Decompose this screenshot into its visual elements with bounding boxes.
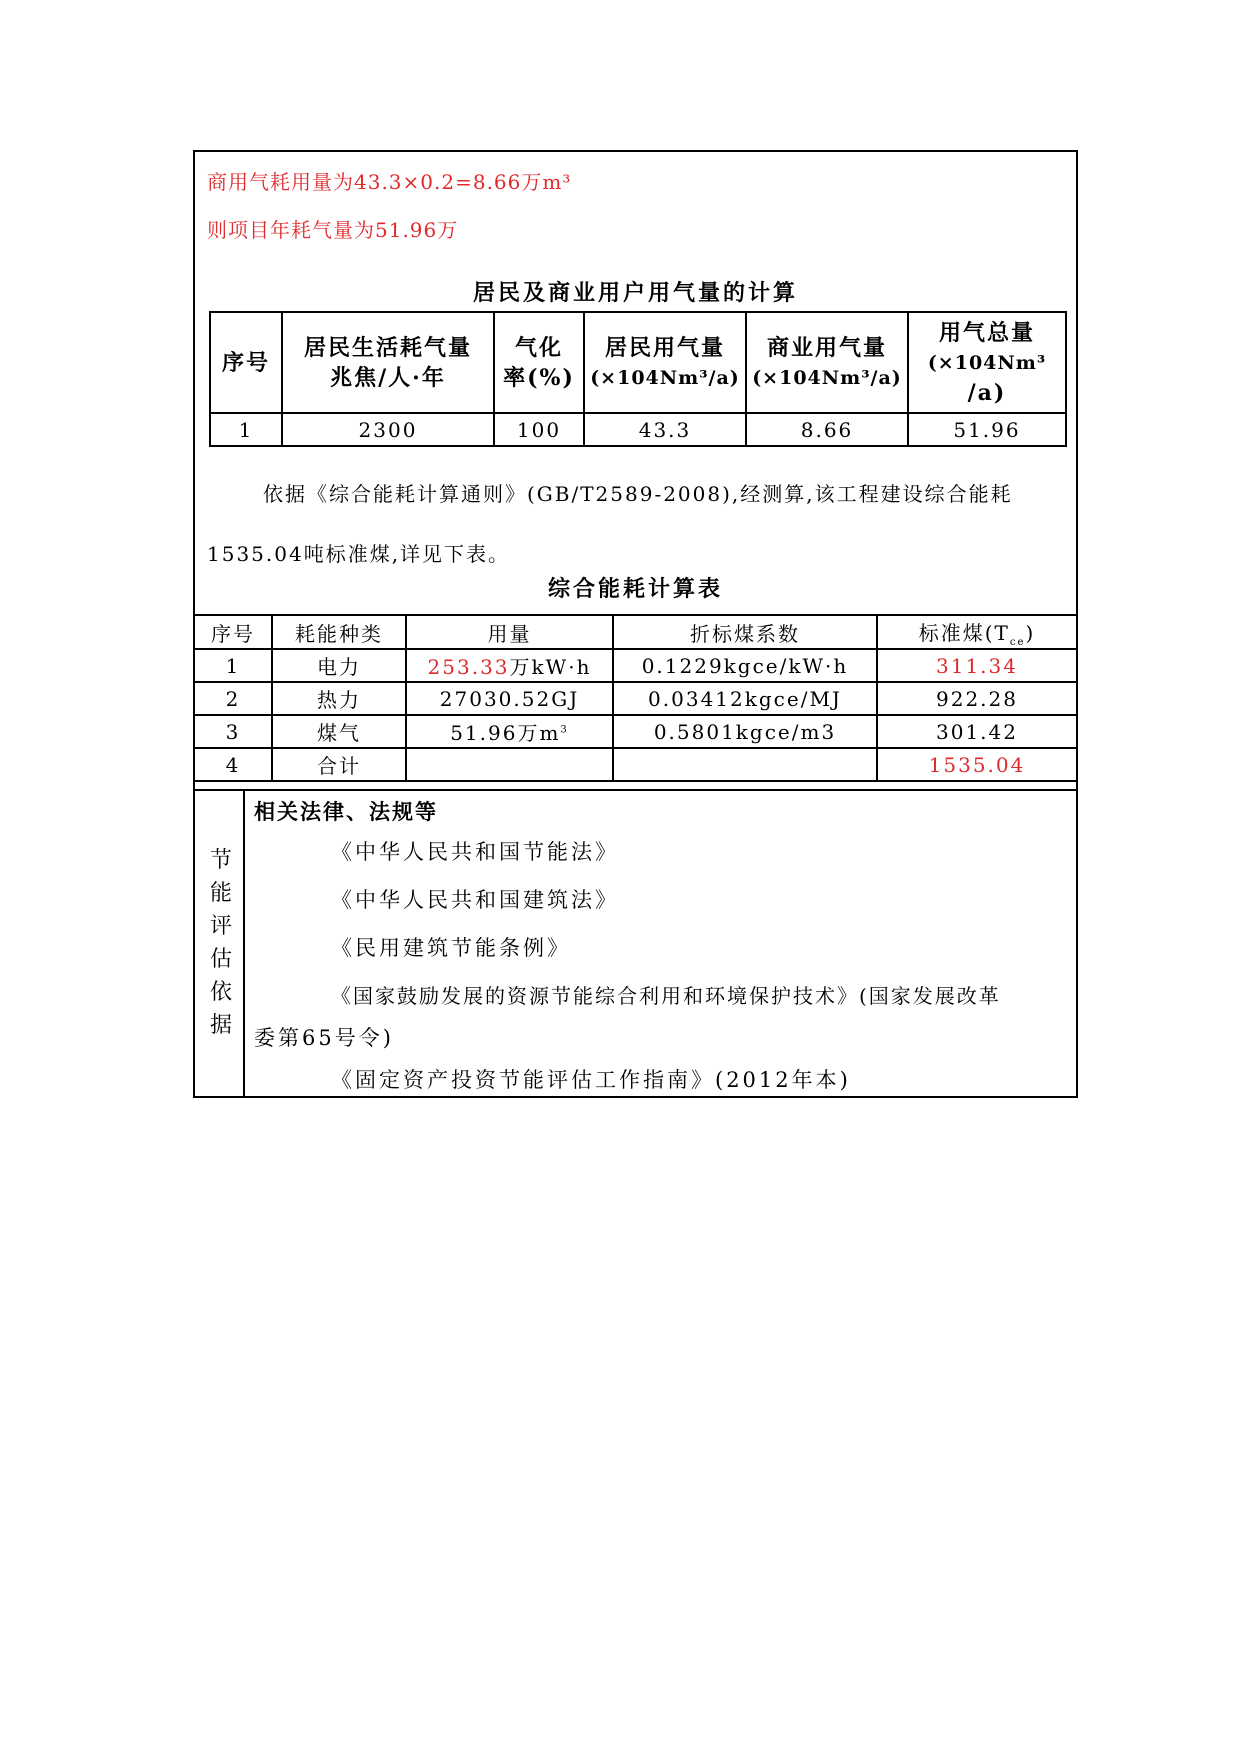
cell-energy-type: 合计 bbox=[272, 748, 406, 781]
law-item: 《中华人民共和国节能法》 bbox=[331, 840, 619, 864]
header-rate-line1: 气化 bbox=[514, 334, 563, 361]
law-item: 《民用建筑节能条例》 bbox=[331, 936, 571, 960]
cell-consumption: 2300 bbox=[282, 413, 494, 446]
cell-amount bbox=[406, 748, 613, 781]
header-total bbox=[908, 312, 1066, 413]
gas-usage-table bbox=[209, 311, 1067, 447]
cell-amount bbox=[406, 649, 613, 682]
cell-seq: 3 bbox=[194, 715, 272, 748]
cell-rate: 100 bbox=[494, 413, 584, 446]
cell-standard-coal: 1535.04 bbox=[877, 748, 1077, 781]
header-consumption-line1: 居民生活耗气量 bbox=[303, 334, 472, 361]
law-item: 《固定资产投资节能评估工作指南》(2012年本) bbox=[331, 1068, 851, 1092]
header-rate-line2: 率(%) bbox=[503, 364, 575, 391]
header-commercial-line1: 商业用气量 bbox=[766, 334, 887, 361]
basis-side-label: 节能评估依据 bbox=[209, 848, 232, 1038]
cell-residential: 43.3 bbox=[584, 413, 746, 446]
table-row bbox=[194, 649, 1077, 682]
table-row bbox=[194, 748, 1077, 781]
law-item: 《国家鼓励发展的资源节能综合利用和环境保护技术》(国家发展改革 bbox=[331, 984, 1001, 1008]
cell-amount-unit: 万kW·h bbox=[509, 655, 592, 679]
cell-seq: 1 bbox=[210, 413, 282, 446]
section-column-divider bbox=[243, 789, 245, 1096]
basis-paragraph-line1: 依据《综合能耗计算通则》(GB/T2589-2008),经测算,该工程建设综合能耗 bbox=[263, 482, 1013, 506]
header-residential-line1: 居民用气量 bbox=[604, 334, 725, 361]
cell-energy-type: 煤气 bbox=[272, 715, 406, 748]
header-seq: 序号 bbox=[194, 615, 272, 649]
cell-factor: 0.5801kgce/m3 bbox=[613, 715, 877, 748]
table1-title: 居民及商业用户用气量的计算 bbox=[472, 280, 798, 306]
header-total-line1: 用气总量 bbox=[938, 319, 1035, 346]
cell-amount: 27030.52GJ bbox=[406, 682, 613, 715]
header-standard-coal-end: ) bbox=[1025, 620, 1036, 645]
cell-total: 51.96 bbox=[908, 413, 1066, 446]
header-total-line3: /a) bbox=[967, 379, 1007, 406]
commercial-gas-line: 商用气耗用量为43.3×0.2=8.66万m³ bbox=[207, 170, 572, 194]
cell-factor: 0.03412kgce/MJ bbox=[613, 682, 877, 715]
basis-paragraph-line2: 1535.04吨标准煤,详见下表。 bbox=[207, 542, 511, 566]
document-frame bbox=[193, 150, 1078, 1098]
table-header-row bbox=[210, 312, 1066, 413]
energy-consumption-table bbox=[193, 614, 1078, 782]
cell-amount-superscript: 3 bbox=[560, 724, 569, 736]
cell-amount-value: 253.33 bbox=[427, 655, 510, 679]
cell-amount-value: 51.96万m bbox=[450, 721, 561, 745]
header-standard-coal-sub: ce bbox=[1009, 636, 1026, 648]
cell-standard-coal: 922.28 bbox=[877, 682, 1077, 715]
table-row bbox=[210, 413, 1066, 446]
cell-energy-type: 电力 bbox=[272, 649, 406, 682]
header-standard-coal bbox=[877, 615, 1077, 649]
cell-seq: 1 bbox=[194, 649, 272, 682]
header-seq: 序号 bbox=[210, 312, 282, 413]
cell-standard-coal: 301.42 bbox=[877, 715, 1077, 748]
header-consumption bbox=[282, 312, 494, 413]
header-residential bbox=[584, 312, 746, 413]
cell-factor: 0.1229kgce/kW·h bbox=[613, 649, 877, 682]
law-item-continued: 委第65号令) bbox=[254, 1026, 394, 1050]
cell-energy-type: 热力 bbox=[272, 682, 406, 715]
cell-amount bbox=[406, 715, 613, 748]
header-standard-coal-text: 标准煤(T bbox=[918, 620, 1010, 645]
header-residential-line2: (×104Nm³/a) bbox=[590, 366, 740, 389]
header-commercial bbox=[746, 312, 908, 413]
header-commercial-line2: (×104Nm³/a) bbox=[752, 366, 902, 389]
header-amount: 用量 bbox=[406, 615, 613, 649]
header-energy-type: 耗能种类 bbox=[272, 615, 406, 649]
cell-seq: 2 bbox=[194, 682, 272, 715]
laws-heading: 相关法律、法规等 bbox=[254, 799, 438, 824]
table-row bbox=[194, 715, 1077, 748]
cell-factor bbox=[613, 748, 877, 781]
header-factor: 折标煤系数 bbox=[613, 615, 877, 649]
header-consumption-line2: 兆焦/人·年 bbox=[330, 364, 446, 391]
table-row bbox=[194, 682, 1077, 715]
law-item: 《中华人民共和国建筑法》 bbox=[331, 888, 619, 912]
table-header-row bbox=[194, 615, 1077, 649]
section-divider bbox=[195, 789, 1076, 791]
header-total-line2: (×104Nm³ bbox=[927, 351, 1047, 374]
cell-standard-coal: 311.34 bbox=[877, 649, 1077, 682]
header-rate bbox=[494, 312, 584, 413]
table2-title: 综合能耗计算表 bbox=[547, 576, 723, 602]
annual-gas-line: 则项目年耗气量为51.96万 bbox=[207, 218, 459, 242]
cell-commercial: 8.66 bbox=[746, 413, 908, 446]
cell-seq: 4 bbox=[194, 748, 272, 781]
